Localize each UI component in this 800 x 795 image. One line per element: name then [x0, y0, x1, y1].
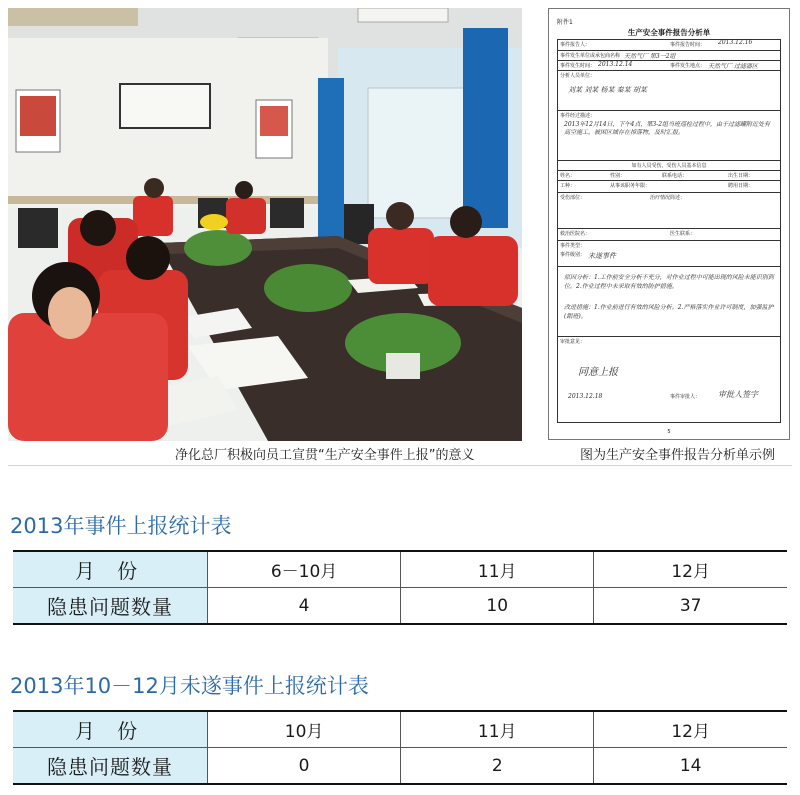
form-label-occur-time: 事件发生时间：	[560, 63, 596, 69]
form-label-process: 事件经过描述：	[560, 113, 596, 119]
form-grid	[557, 39, 781, 423]
table2-count-row	[13, 748, 787, 785]
form-label-name: 姓名：	[560, 173, 576, 179]
table1-count-3: 37	[594, 588, 787, 625]
table1-month-label: 月 份	[13, 551, 208, 588]
photo-caption: 净化总厂积极向员工宣贯“生产安全事件上报”的意义	[175, 448, 475, 463]
form-hand-cause: 原因分析：1.工作前安全分析不充分，对作业过程中可能出现的风险未能识别到位。2.作业过程中未采取有效的防护措施。	[564, 274, 774, 290]
form-caption: 图为生产安全事件报告分析单示例	[580, 448, 776, 463]
form-hand-measures: 改进措施：1.作业前进行有效的风险分析。2.严格落实作业许可制度，加强监护(跟班)。	[564, 304, 774, 320]
table1-count-2: 10	[401, 588, 594, 625]
table2-month-2: 11月	[401, 711, 594, 748]
form-label-reporter: 事件报告人：	[560, 42, 591, 48]
table2-count-label: 隐患问题数量	[13, 748, 208, 785]
table1-month-3: 12月	[594, 551, 787, 588]
table2-count-2: 2	[401, 748, 594, 785]
table2-month-1: 10月	[208, 711, 401, 748]
form-hand-process: 2013年12月14日，下午4点，第3-2组当班巡检过程中，由于过滤罐附近处有高空施工，被困区域存在掉落物，及时汇报。	[564, 121, 771, 136]
form-label-years: 从事该职务年限：	[610, 183, 651, 189]
table2-count-3: 14	[594, 748, 787, 785]
form-label-job: 工种：	[560, 183, 576, 189]
report-form-image	[548, 8, 790, 440]
table2	[13, 710, 787, 785]
form-hand-analysts: 刘某 刘某 杨某 秦某 胡某	[568, 86, 647, 94]
table2-header-row	[13, 711, 787, 748]
form-label-location: 事件发生地点：	[670, 63, 706, 69]
table1-count-row	[13, 588, 787, 625]
form-label-approver: 事件审批人：	[670, 394, 701, 400]
table1-month-1: 6－10月	[208, 551, 401, 588]
form-label-contact: 联系电话：	[662, 173, 688, 179]
table2-title: 2013年10－12月未遂事件上报统计表	[10, 674, 369, 698]
form-hand-signature: 审批人签字	[718, 390, 758, 399]
form-label-type: 事件类型：	[560, 243, 586, 249]
table2-month-label: 月 份	[13, 711, 208, 748]
table1-title: 2013年事件上报统计表	[10, 514, 232, 538]
form-label-unit: 事件发生单位或承包商名称	[560, 53, 621, 59]
table1	[13, 550, 787, 625]
form-label-treatment: 治疗情况简述：	[650, 195, 686, 201]
form-hand-level: 未遂事件	[588, 252, 616, 260]
table1-count-label: 隐患问题数量	[13, 588, 208, 625]
form-label-analysts: 分析人员单位：	[560, 73, 596, 79]
form-label-injury: 受伤部位：	[560, 195, 586, 201]
form-label-people-header: 如有人员受伤，受伤人员基本信息	[631, 163, 707, 169]
form-title: 生产安全事件报告分析单	[627, 28, 711, 37]
table1-count-1: 4	[208, 588, 401, 625]
table2-count-1: 0	[208, 748, 401, 785]
form-label-hospital: 救治医院名：	[560, 231, 591, 237]
form-label-hire-date: 聘用日期：	[728, 183, 754, 189]
form-hand-unit: 天然气厂 第3一2组	[624, 53, 676, 60]
form-label-report-date: 事件报告时间：	[670, 42, 706, 48]
form-hand-approval: 同意上报	[578, 367, 618, 378]
table2-month-3: 12月	[594, 711, 787, 748]
form-label-hospital-contact: 医生联系：	[670, 231, 696, 237]
form-page-number: 5	[667, 429, 671, 435]
meeting-photo-graphic	[8, 8, 522, 441]
form-hand-location: 天然气厂 过滤器区	[708, 63, 758, 70]
form-label-gender: 性别：	[610, 173, 626, 179]
form-hand-date1: 2013.12.16	[718, 39, 753, 46]
table1-header-row	[13, 551, 787, 588]
form-hand-date2: 2013.12.14	[598, 61, 633, 68]
form-label-review: 审批意见：	[560, 339, 586, 345]
meeting-photo	[8, 8, 522, 441]
caption-divider	[8, 465, 792, 466]
table1-month-2: 11月	[401, 551, 594, 588]
form-label-level: 事件级别：	[560, 252, 586, 258]
form-hand-approval-date: 2013.12.18	[568, 393, 603, 400]
form-label-birth: 出生日期：	[728, 173, 754, 179]
form-attachment-label: 附件1	[557, 19, 573, 26]
